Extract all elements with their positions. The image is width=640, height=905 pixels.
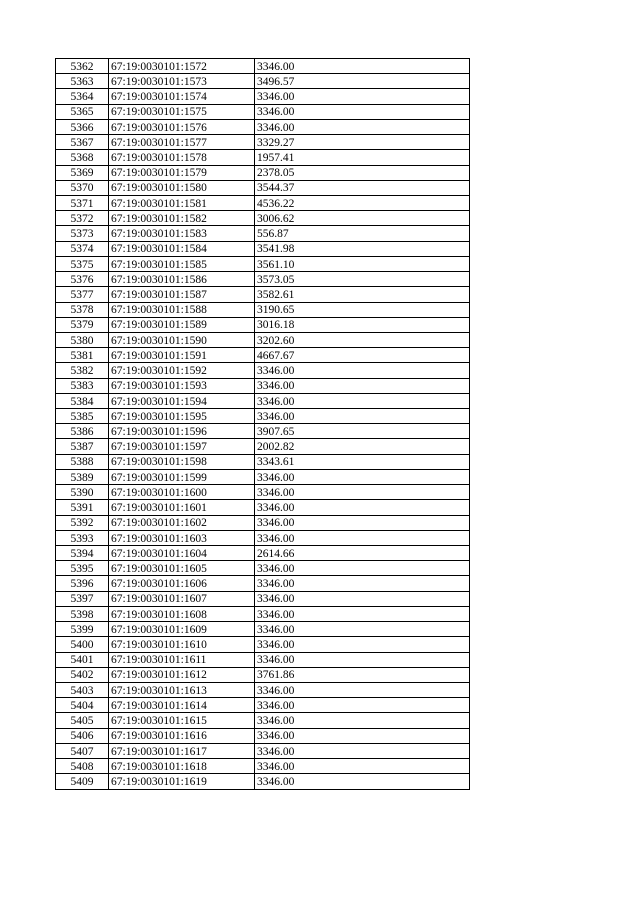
row-number-cell: 5396 <box>56 576 109 591</box>
row-number-cell: 5381 <box>56 348 109 363</box>
row-number-cell: 5373 <box>56 226 109 241</box>
cadastral-number-cell: 67:19:0030101:1585 <box>109 256 255 271</box>
table-row <box>56 606 470 621</box>
table-row <box>56 530 470 545</box>
row-number-cell: 5391 <box>56 500 109 515</box>
row-number-cell: 5385 <box>56 409 109 424</box>
table-row <box>56 576 470 591</box>
table-row <box>56 195 470 210</box>
cadastral-number-cell: 67:19:0030101:1610 <box>109 637 255 652</box>
value-cell: 2002.82 <box>255 439 470 454</box>
table-row <box>56 409 470 424</box>
table-row <box>56 713 470 728</box>
table-row <box>56 469 470 484</box>
row-number-cell: 5379 <box>56 317 109 332</box>
table-row <box>56 256 470 271</box>
value-cell: 3346.00 <box>255 622 470 637</box>
row-number-cell: 5371 <box>56 195 109 210</box>
table-row <box>56 667 470 682</box>
cadastral-number-cell: 67:19:0030101:1587 <box>109 287 255 302</box>
cadastral-number-cell: 67:19:0030101:1601 <box>109 500 255 515</box>
table-body <box>56 59 470 790</box>
value-cell: 3346.00 <box>255 89 470 104</box>
row-number-cell: 5370 <box>56 180 109 195</box>
cadastral-number-cell: 67:19:0030101:1594 <box>109 393 255 408</box>
table-row <box>56 135 470 150</box>
value-cell: 3346.00 <box>255 637 470 652</box>
cadastral-number-cell: 67:19:0030101:1575 <box>109 104 255 119</box>
cadastral-number-cell: 67:19:0030101:1608 <box>109 606 255 621</box>
cadastral-number-cell: 67:19:0030101:1573 <box>109 74 255 89</box>
row-number-cell: 5364 <box>56 89 109 104</box>
row-number-cell: 5407 <box>56 743 109 758</box>
value-cell: 3329.27 <box>255 135 470 150</box>
cadastral-number-cell: 67:19:0030101:1580 <box>109 180 255 195</box>
table-row <box>56 728 470 743</box>
value-cell: 4667.67 <box>255 348 470 363</box>
row-number-cell: 5362 <box>56 59 109 74</box>
value-cell: 3190.65 <box>255 302 470 317</box>
table-row <box>56 59 470 74</box>
cadastral-number-cell: 67:19:0030101:1584 <box>109 241 255 256</box>
table-row <box>56 317 470 332</box>
row-number-cell: 5403 <box>56 682 109 697</box>
row-number-cell: 5402 <box>56 667 109 682</box>
value-cell: 3346.00 <box>255 485 470 500</box>
cadastral-number-cell: 67:19:0030101:1572 <box>109 59 255 74</box>
cadastral-number-cell: 67:19:0030101:1576 <box>109 119 255 134</box>
row-number-cell: 5365 <box>56 104 109 119</box>
table-row <box>56 150 470 165</box>
value-cell: 3907.65 <box>255 424 470 439</box>
table-row <box>56 759 470 774</box>
table-row <box>56 515 470 530</box>
cadastral-number-cell: 67:19:0030101:1579 <box>109 165 255 180</box>
value-cell: 3346.00 <box>255 652 470 667</box>
row-number-cell: 5388 <box>56 454 109 469</box>
cadastral-number-cell: 67:19:0030101:1599 <box>109 469 255 484</box>
value-cell: 3346.00 <box>255 591 470 606</box>
row-number-cell: 5380 <box>56 332 109 347</box>
value-cell: 3346.00 <box>255 119 470 134</box>
row-number-cell: 5399 <box>56 622 109 637</box>
value-cell: 3343.61 <box>255 454 470 469</box>
value-cell: 3582.61 <box>255 287 470 302</box>
row-number-cell: 5389 <box>56 469 109 484</box>
value-cell: 3346.00 <box>255 393 470 408</box>
table-row <box>56 393 470 408</box>
cadastral-number-cell: 67:19:0030101:1604 <box>109 546 255 561</box>
table-row <box>56 378 470 393</box>
cadastral-number-cell: 67:19:0030101:1596 <box>109 424 255 439</box>
table-row <box>56 180 470 195</box>
row-number-cell: 5408 <box>56 759 109 774</box>
cadastral-number-cell: 67:19:0030101:1609 <box>109 622 255 637</box>
table-row <box>56 774 470 789</box>
table-row <box>56 272 470 287</box>
cadastral-number-cell: 67:19:0030101:1611 <box>109 652 255 667</box>
cadastral-number-cell: 67:19:0030101:1615 <box>109 713 255 728</box>
cadastral-number-cell: 67:19:0030101:1586 <box>109 272 255 287</box>
row-number-cell: 5372 <box>56 211 109 226</box>
value-cell: 3346.00 <box>255 682 470 697</box>
value-cell: 3346.00 <box>255 469 470 484</box>
row-number-cell: 5383 <box>56 378 109 393</box>
cadastral-number-cell: 67:19:0030101:1574 <box>109 89 255 104</box>
cadastral-number-cell: 67:19:0030101:1600 <box>109 485 255 500</box>
cadastral-number-cell: 67:19:0030101:1598 <box>109 454 255 469</box>
table-row <box>56 302 470 317</box>
cadastral-number-cell: 67:19:0030101:1582 <box>109 211 255 226</box>
table-row <box>56 104 470 119</box>
cadastral-number-cell: 67:19:0030101:1590 <box>109 332 255 347</box>
table-row <box>56 682 470 697</box>
cadastral-number-cell: 67:19:0030101:1619 <box>109 774 255 789</box>
cadastral-number-cell: 67:19:0030101:1606 <box>109 576 255 591</box>
cadastral-number-cell: 67:19:0030101:1602 <box>109 515 255 530</box>
cadastral-number-cell: 67:19:0030101:1603 <box>109 530 255 545</box>
cadastral-number-cell: 67:19:0030101:1618 <box>109 759 255 774</box>
row-number-cell: 5368 <box>56 150 109 165</box>
cadastral-number-cell: 67:19:0030101:1591 <box>109 348 255 363</box>
value-cell: 3346.00 <box>255 576 470 591</box>
table-row <box>56 743 470 758</box>
cadastral-number-cell: 67:19:0030101:1581 <box>109 195 255 210</box>
cadastral-number-cell: 67:19:0030101:1616 <box>109 728 255 743</box>
row-number-cell: 5376 <box>56 272 109 287</box>
row-number-cell: 5398 <box>56 606 109 621</box>
value-cell: 3346.00 <box>255 698 470 713</box>
value-cell: 3346.00 <box>255 530 470 545</box>
table-row <box>56 424 470 439</box>
cadastral-number-cell: 67:19:0030101:1578 <box>109 150 255 165</box>
cadastral-number-cell: 67:19:0030101:1589 <box>109 317 255 332</box>
cadastral-number-cell: 67:19:0030101:1588 <box>109 302 255 317</box>
value-cell: 3346.00 <box>255 759 470 774</box>
row-number-cell: 5404 <box>56 698 109 713</box>
value-cell: 3346.00 <box>255 561 470 576</box>
value-cell: 3016.18 <box>255 317 470 332</box>
table-row <box>56 332 470 347</box>
row-number-cell: 5363 <box>56 74 109 89</box>
table-row <box>56 287 470 302</box>
data-table <box>55 58 470 790</box>
cadastral-number-cell: 67:19:0030101:1577 <box>109 135 255 150</box>
cadastral-number-cell: 67:19:0030101:1607 <box>109 591 255 606</box>
row-number-cell: 5392 <box>56 515 109 530</box>
row-number-cell: 5382 <box>56 363 109 378</box>
row-number-cell: 5384 <box>56 393 109 408</box>
cadastral-number-cell: 67:19:0030101:1595 <box>109 409 255 424</box>
value-cell: 3346.00 <box>255 774 470 789</box>
cadastral-number-cell: 67:19:0030101:1613 <box>109 682 255 697</box>
row-number-cell: 5394 <box>56 546 109 561</box>
cadastral-number-cell: 67:19:0030101:1605 <box>109 561 255 576</box>
value-cell: 3346.00 <box>255 728 470 743</box>
row-number-cell: 5395 <box>56 561 109 576</box>
row-number-cell: 5369 <box>56 165 109 180</box>
table-row <box>56 454 470 469</box>
table-row <box>56 698 470 713</box>
table-row <box>56 439 470 454</box>
cadastral-number-cell: 67:19:0030101:1592 <box>109 363 255 378</box>
table-row <box>56 637 470 652</box>
cadastral-number-cell: 67:19:0030101:1612 <box>109 667 255 682</box>
row-number-cell: 5378 <box>56 302 109 317</box>
value-cell: 4536.22 <box>255 195 470 210</box>
value-cell: 3573.05 <box>255 272 470 287</box>
value-cell: 1957.41 <box>255 150 470 165</box>
value-cell: 3544.37 <box>255 180 470 195</box>
value-cell: 3541.98 <box>255 241 470 256</box>
cadastral-number-cell: 67:19:0030101:1614 <box>109 698 255 713</box>
table-row <box>56 591 470 606</box>
row-number-cell: 5393 <box>56 530 109 545</box>
row-number-cell: 5409 <box>56 774 109 789</box>
value-cell: 3346.00 <box>255 59 470 74</box>
table-row <box>56 241 470 256</box>
table-row <box>56 363 470 378</box>
table-row <box>56 89 470 104</box>
value-cell: 3761.86 <box>255 667 470 682</box>
row-number-cell: 5374 <box>56 241 109 256</box>
row-number-cell: 5401 <box>56 652 109 667</box>
value-cell: 3561.10 <box>255 256 470 271</box>
table-row <box>56 622 470 637</box>
value-cell: 3346.00 <box>255 409 470 424</box>
value-cell: 2614.66 <box>255 546 470 561</box>
table-row <box>56 211 470 226</box>
row-number-cell: 5406 <box>56 728 109 743</box>
value-cell: 3346.00 <box>255 363 470 378</box>
table-row <box>56 74 470 89</box>
value-cell: 3346.00 <box>255 515 470 530</box>
value-cell: 2378.05 <box>255 165 470 180</box>
cadastral-number-cell: 67:19:0030101:1617 <box>109 743 255 758</box>
value-cell: 3496.57 <box>255 74 470 89</box>
row-number-cell: 5366 <box>56 119 109 134</box>
table-row <box>56 165 470 180</box>
row-number-cell: 5397 <box>56 591 109 606</box>
table-row <box>56 546 470 561</box>
value-cell: 3346.00 <box>255 743 470 758</box>
cadastral-number-cell: 67:19:0030101:1593 <box>109 378 255 393</box>
value-cell: 3346.00 <box>255 713 470 728</box>
table-row <box>56 119 470 134</box>
row-number-cell: 5405 <box>56 713 109 728</box>
table-row <box>56 226 470 241</box>
row-number-cell: 5390 <box>56 485 109 500</box>
table-row <box>56 561 470 576</box>
value-cell: 3346.00 <box>255 500 470 515</box>
value-cell: 556.87 <box>255 226 470 241</box>
value-cell: 3202.60 <box>255 332 470 347</box>
table-row <box>56 348 470 363</box>
value-cell: 3346.00 <box>255 104 470 119</box>
value-cell: 3346.00 <box>255 378 470 393</box>
table-row <box>56 652 470 667</box>
value-cell: 3346.00 <box>255 606 470 621</box>
value-cell: 3006.62 <box>255 211 470 226</box>
row-number-cell: 5387 <box>56 439 109 454</box>
cadastral-number-cell: 67:19:0030101:1597 <box>109 439 255 454</box>
row-number-cell: 5375 <box>56 256 109 271</box>
row-number-cell: 5377 <box>56 287 109 302</box>
row-number-cell: 5400 <box>56 637 109 652</box>
cadastral-number-cell: 67:19:0030101:1583 <box>109 226 255 241</box>
table-row <box>56 500 470 515</box>
table-row <box>56 485 470 500</box>
row-number-cell: 5386 <box>56 424 109 439</box>
row-number-cell: 5367 <box>56 135 109 150</box>
